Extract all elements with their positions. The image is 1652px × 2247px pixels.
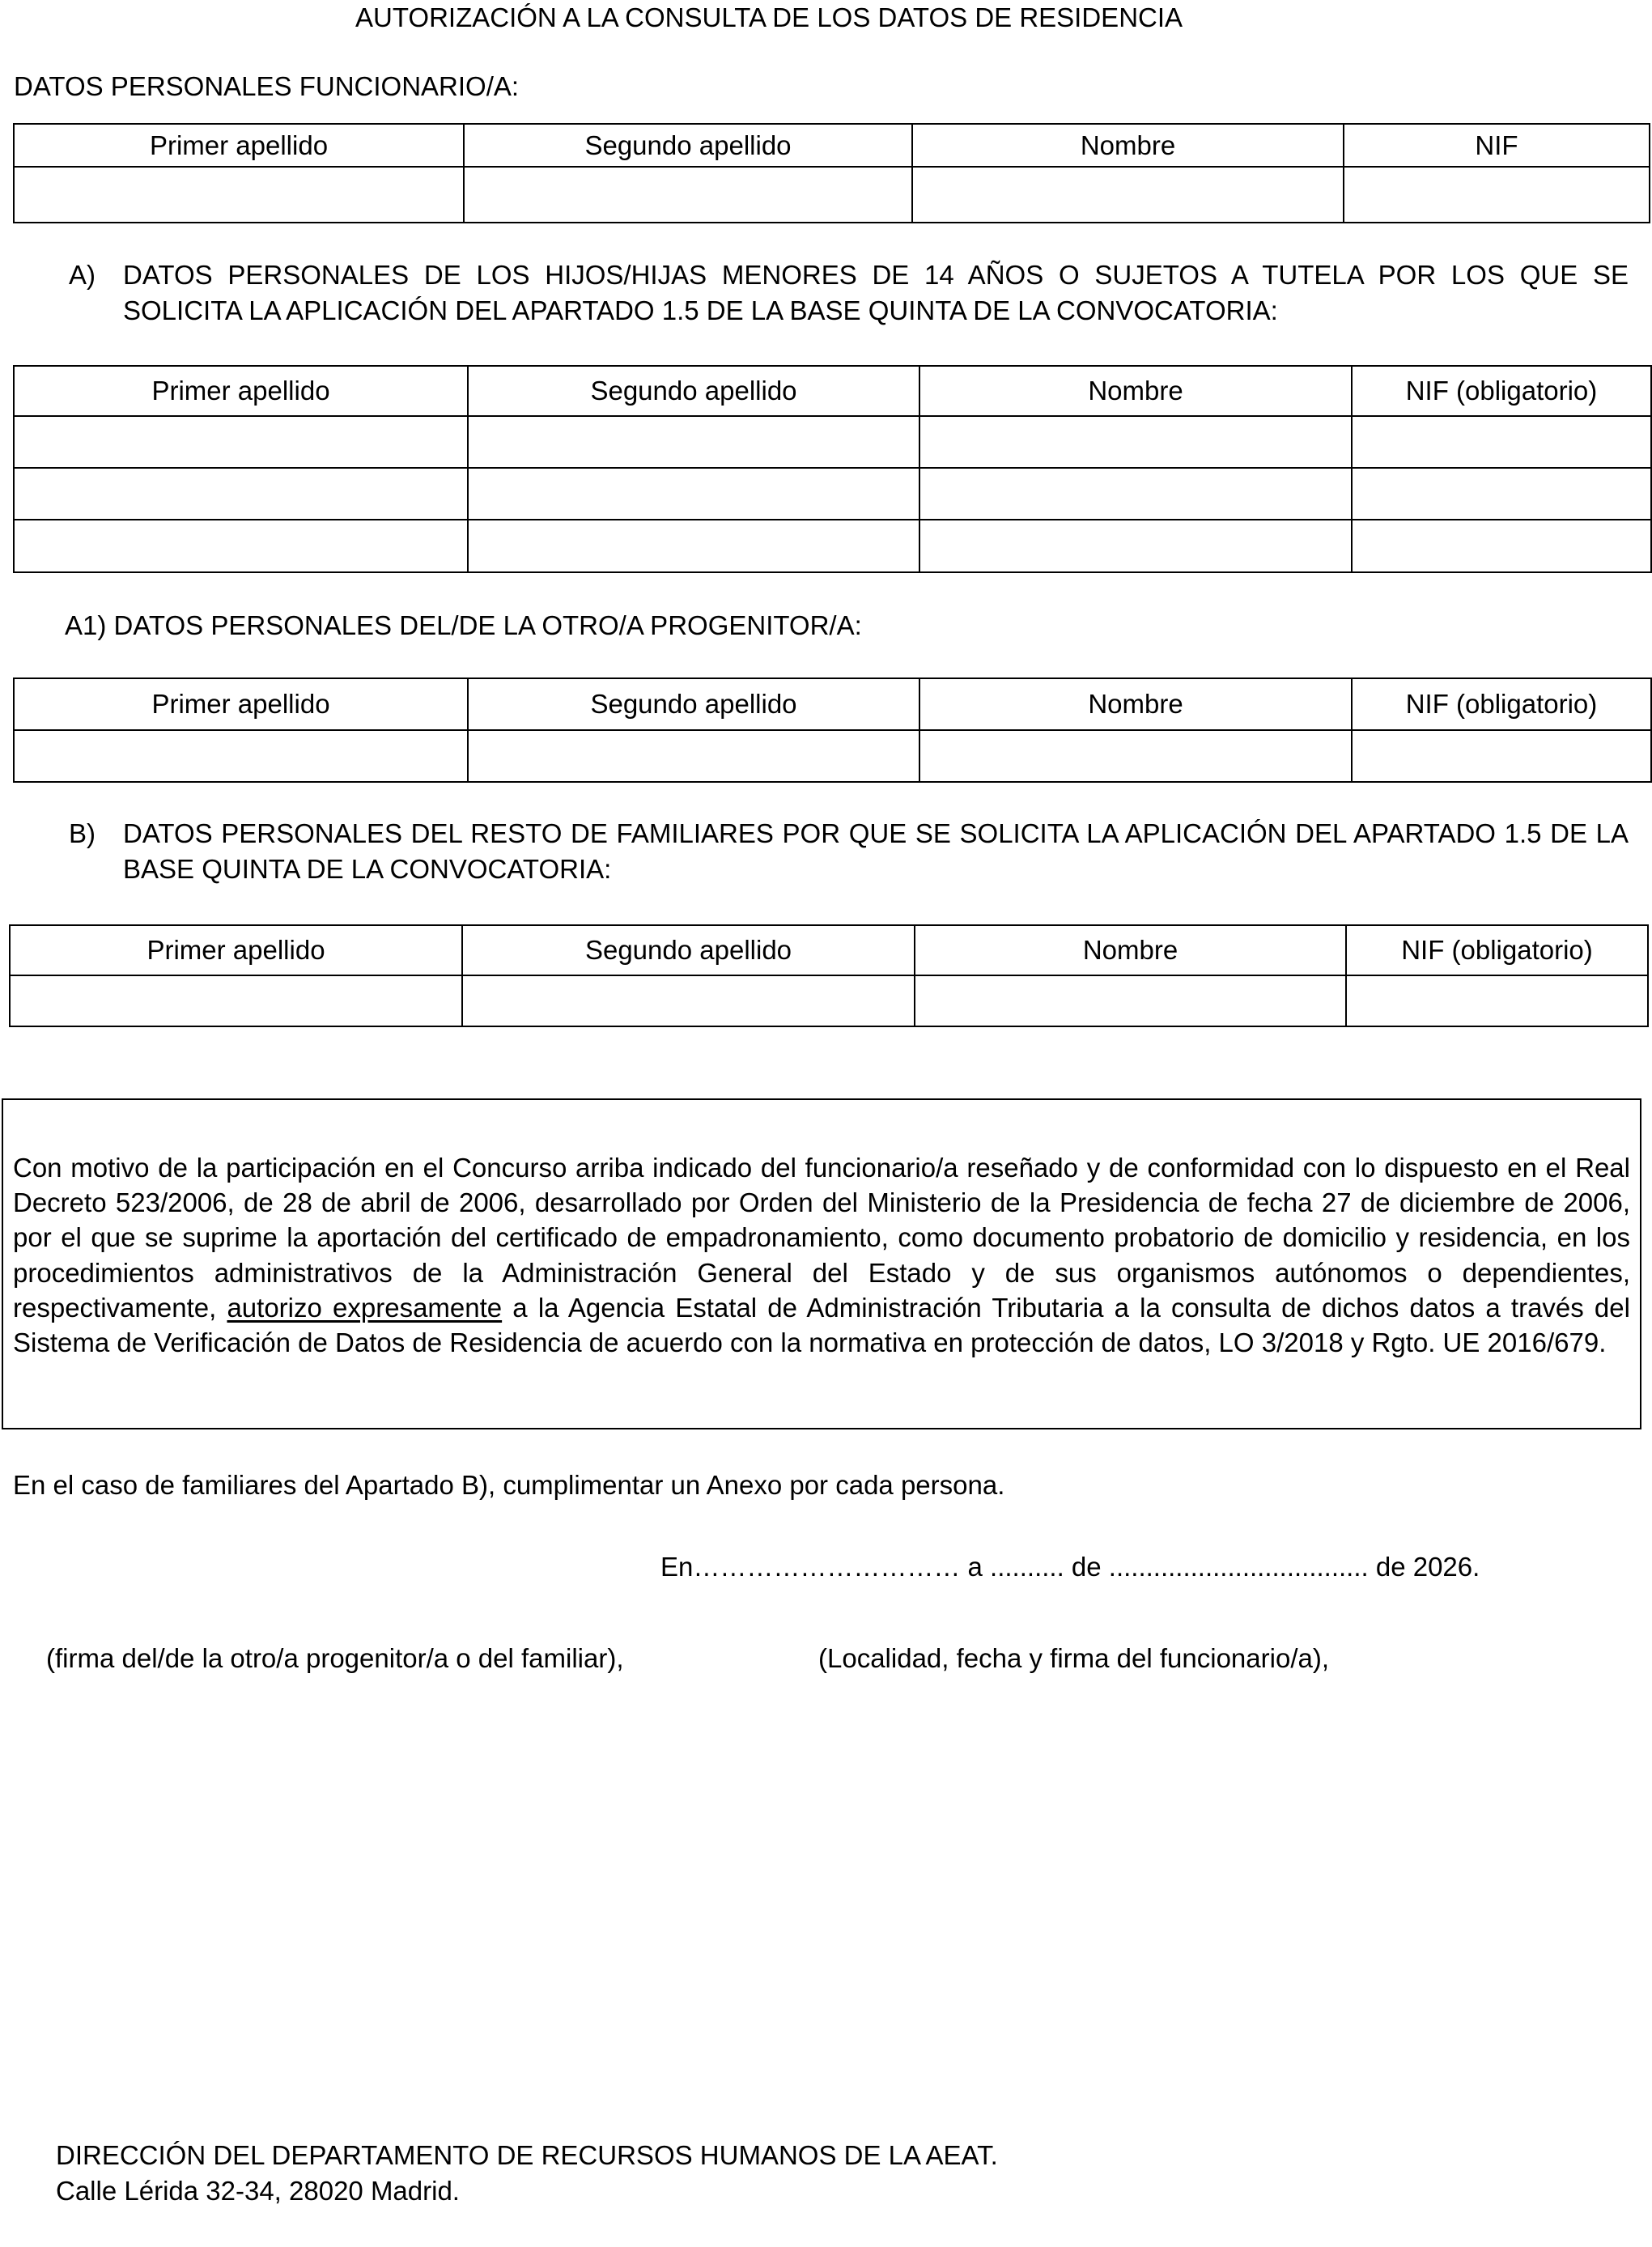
section-a-table (13, 365, 1652, 573)
primer-apellido-field[interactable] (14, 468, 468, 520)
section-b-label: B) (69, 818, 96, 848)
segundo-apellido-field[interactable] (468, 520, 919, 572)
page-title: AUTORIZACIÓN A LA CONSULTA DE LOS DATOS DE RESIDENCIA (355, 2, 1183, 32)
section-a-label: A) (69, 260, 96, 290)
funcionario-table (13, 123, 1650, 223)
table-row (14, 520, 1651, 572)
column-header-primer-apellido: Primer apellido (14, 124, 464, 167)
authorization-box (2, 1098, 1641, 1429)
section-a-heading (69, 257, 1629, 330)
nif-field[interactable] (1352, 520, 1651, 572)
column-header-nif: NIF (obligatorio) (1346, 925, 1648, 975)
authorization-text-end: a la Agencia Estatal de Administración Tributaria a la consulta de dichos datos a través del Sistema de Verificación de Datos de Residencia de acuerdo con la normativa en protección de datos, LO 3/2018 y Rgto. UE 2016/679. (13, 1292, 1630, 1358)
primer-apellido-field[interactable] (14, 520, 468, 572)
section-b-heading (69, 816, 1629, 889)
nombre-field[interactable] (919, 468, 1352, 520)
section-b-table (9, 924, 1649, 1027)
footer-address: Calle Lérida 32-34, 28020 Madrid. (56, 2176, 460, 2206)
column-header-segundo-apellido: Segundo apellido (468, 678, 919, 730)
nif-field[interactable] (1352, 730, 1651, 782)
segundo-apellido-field[interactable] (464, 167, 912, 223)
nombre-field[interactable] (919, 730, 1352, 782)
section-a1-table (13, 677, 1652, 783)
footer-department: DIRECCIÓN DEL DEPARTAMENTO DE RECURSOS HUMANOS DE LA AEAT. (56, 2140, 998, 2170)
nombre-field[interactable] (915, 975, 1346, 1026)
section-a1-heading: A1) DATOS PERSONALES DEL/DE LA OTRO/A PROGENITOR/A: (65, 610, 862, 640)
segundo-apellido-field[interactable] (468, 416, 919, 468)
nif-field[interactable] (1344, 167, 1650, 223)
authorization-emphasis: autorizo expresamente (227, 1292, 503, 1323)
primer-apellido-field[interactable] (10, 975, 462, 1026)
primer-apellido-field[interactable] (14, 416, 468, 468)
authorization-text-start: Con motivo de la participación en el Concurso arriba indicado del funcionario/a reseñado y de conformidad con lo dispuesto en el Real Decreto 523/2006, de 28 de abril de 2006, desarrollado por Orden del Ministerio de la Presidencia de fecha 27 de diciembre de 2006, por el que se suprime la aportación del certificado de empadronamiento, como documento probatorio de domicilio y residencia, en los procedimientos administrativos de la Administración General del Estado y de sus organismos autónomos o dependientes, respectivamente, (13, 1153, 1630, 1323)
primer-apellido-field[interactable] (14, 167, 464, 223)
table-row (14, 730, 1651, 782)
date-line[interactable]: En………………………… a .......... de ................................... de 2026. (660, 1552, 1480, 1582)
column-header-segundo-apellido: Segundo apellido (464, 124, 912, 167)
primer-apellido-field[interactable] (14, 730, 468, 782)
signature-right-label: (Localidad, fecha y firma del funcionario/a), (818, 1643, 1329, 1673)
nif-field[interactable] (1346, 975, 1648, 1026)
column-header-nif: NIF (1344, 124, 1650, 167)
column-header-nif: NIF (obligatorio) (1352, 678, 1651, 730)
segundo-apellido-field[interactable] (468, 468, 919, 520)
signature-left-label: (firma del/de la otro/a progenitor/a o del familiar), (46, 1643, 624, 1673)
table-row (10, 975, 1648, 1026)
table-row (14, 416, 1651, 468)
nombre-field[interactable] (919, 520, 1352, 572)
column-header-nif: NIF (obligatorio) (1352, 366, 1651, 416)
table-row (14, 167, 1650, 223)
table-header-row (10, 925, 1648, 975)
table-header-row (14, 366, 1651, 416)
table-header-row (14, 678, 1651, 730)
nombre-field[interactable] (912, 167, 1344, 223)
column-header-nombre: Nombre (919, 366, 1352, 416)
column-header-nombre: Nombre (915, 925, 1346, 975)
table-header-row (14, 124, 1650, 167)
column-header-primer-apellido: Primer apellido (14, 366, 468, 416)
section-b-text: DATOS PERSONALES DEL RESTO DE FAMILIARES POR QUE SE SOLICITA LA APLICACIÓN DEL APARTADO 1.5 DE LA BASE QUINTA DE LA CONVOCATORIA: (123, 818, 1629, 884)
column-header-nombre: Nombre (919, 678, 1352, 730)
authorization-text (13, 1150, 1630, 1360)
table-row (14, 468, 1651, 520)
segundo-apellido-field[interactable] (468, 730, 919, 782)
column-header-segundo-apellido: Segundo apellido (462, 925, 915, 975)
nif-field[interactable] (1352, 468, 1651, 520)
nombre-field[interactable] (919, 416, 1352, 468)
note-text: En el caso de familiares del Apartado B), cumplimentar un Anexo por cada persona. (13, 1470, 1005, 1500)
column-header-nombre: Nombre (912, 124, 1344, 167)
column-header-primer-apellido: Primer apellido (10, 925, 462, 975)
nif-field[interactable] (1352, 416, 1651, 468)
section-a-text: DATOS PERSONALES DE LOS HIJOS/HIJAS MENORES DE 14 AÑOS O SUJETOS A TUTELA POR LOS QUE SE SOLICITA LA APLICACIÓN DEL APARTADO 1.5 DE LA BASE QUINTA DE LA CONVOCATORIA: (123, 260, 1629, 325)
funcionario-heading: DATOS PERSONALES FUNCIONARIO/A: (14, 71, 520, 101)
column-header-primer-apellido: Primer apellido (14, 678, 468, 730)
segundo-apellido-field[interactable] (462, 975, 915, 1026)
column-header-segundo-apellido: Segundo apellido (468, 366, 919, 416)
